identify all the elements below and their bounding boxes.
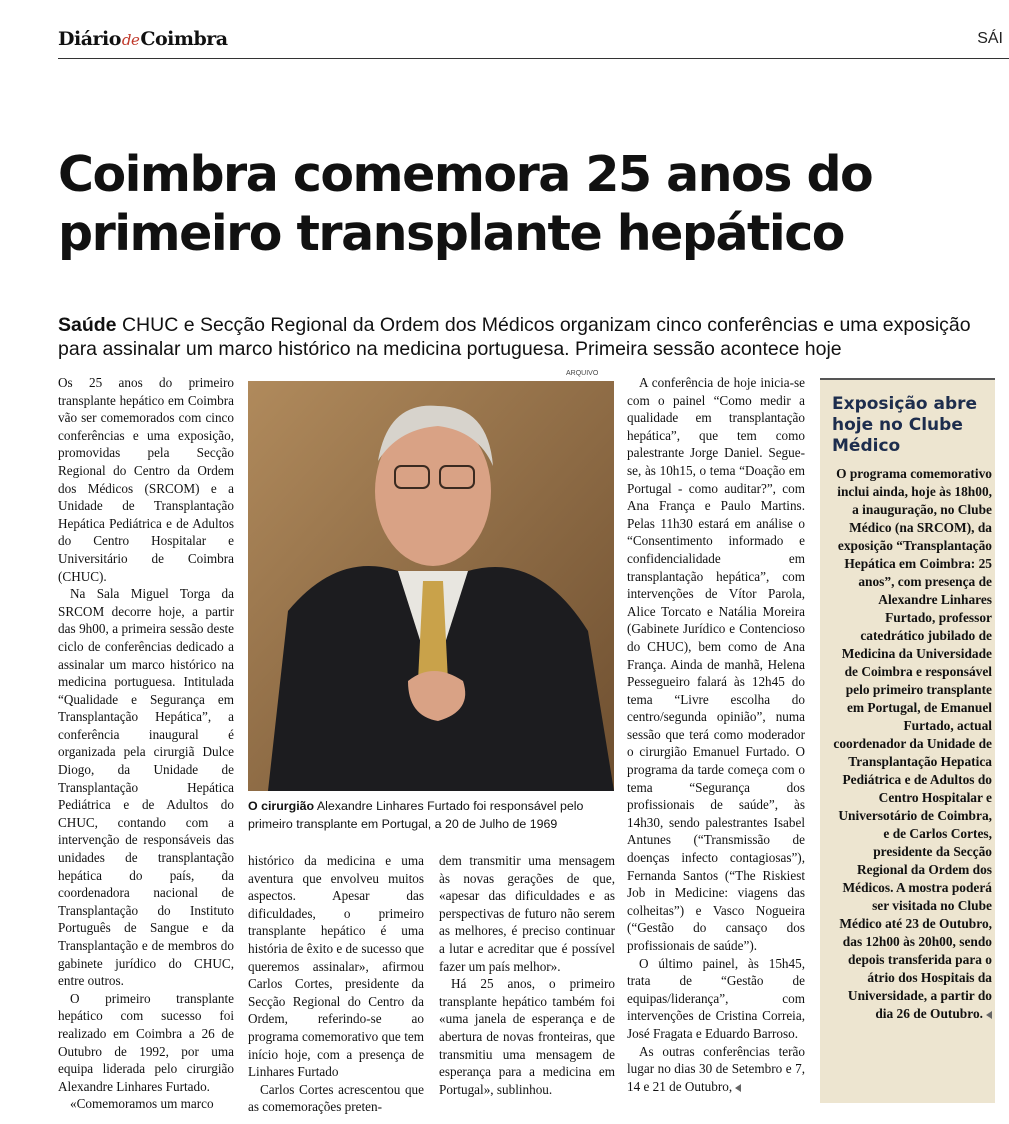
section-label: SÁI xyxy=(977,30,1003,47)
photo-credit: ARQUIVO xyxy=(566,370,599,377)
end-mark-icon xyxy=(986,1011,992,1019)
photo-caption xyxy=(248,797,614,833)
paragraph: As outras conferências terão lugar no dias 30 de Setembro e 7, 14 e 21 de Outubro, xyxy=(627,1043,805,1094)
portrait-illustration xyxy=(248,381,614,791)
paragraph: Na Sala Miguel Torga da SRCOM decorre hoje, a partir das 9h00, a primeira sessão deste ciclo de conferências dedicado a assinalar um marco histórico na medicina portuguesa. Intitulada “Qualidade e Segurança em Transplantação Hepática”, a conferência inaugural é organizada pela cirurgiã Dulce Diogo, da Unidade de Transplantação Hepática Pediátrica e de Adultos do CHUC, contando com a intervenção de responsáveis das unidades de transplantação hepática do país, da coordenadora nacional de Transplantação do Instituto Português de Sangue e da Transplantação e de membros do gabinete jurídico do CHUC, entre outros. xyxy=(58,586,234,989)
column-4 xyxy=(627,374,805,1095)
lede-text: CHUC e Secção Regional da Ordem dos Médicos organizam cinco conferências e uma exposição para assinalar um marco histórico na medicina portuguesa. Primeira sessão acontece hoje xyxy=(58,314,971,360)
sidebar-title: Exposição abre hoje no Clube Médico xyxy=(832,394,978,456)
paragraph: dem transmitir uma mensagem às novas gerações de que, «apesar das dificuldades e as perspectivas de futuro não serem as melhores, é preciso continuar a lutar e acreditar que é possível fazer um país melhor». xyxy=(439,853,615,974)
column-1 xyxy=(58,374,234,1113)
paragraph: A conferência de hoje inicia-se com o painel “Como medir a qualidade em transplantação hepática”, que tem como palestrante Jorge Daniel. Segue-se, às 10h15, o tema “Doação em Portugal - como auditar?”, com Ana França e Paulo Martins. Pelas 11h30 estará em análise o “Consentimento informado e confidencialidade em transplantação hepática”, com intervenções de Vítor Parola, Alice Torcato e Natália Moreira (Gabinete Jurídico e Contencioso do CHUC), bem como de Ana França. Ainda de manhã, Helena Pessegueiro falará às 12h45 do tema “Livre escolha do centro/segunda opinião”, numa sessão que terá como moderador o cirurgião Emanuel Furtado. O programa da tarde começa com o tema “Segurança dos profissionais de saúde”, às 14h30, sendo palestrantes Isabel Antunes (“Transmissão de doenças infecto contagiosas”), Fernanda Santos (“The Riskiest Job in Medicine: viagens das colheitas”) e Vasco Nogueira (“Gestão do cansaço dos profissionais de saúde”). xyxy=(627,375,805,953)
paragraph: Os 25 anos do primeiro transplante hepático em Coimbra vão ser comemorados com cinco conferências e uma exposição, promovidas pela Secção Regional do Centro da Ordem dos Médicos (SRCOM) e a Unidade de Transplantação Hepática Pediátrica e de Adultos do Centro Hospitalar e Universitário de Coimbra (CHUC). xyxy=(58,375,234,584)
paragraph: «Comemoramos um marco xyxy=(70,1096,214,1112)
column-3 xyxy=(439,852,615,1098)
sidebar-body: O programa comemorativo inclui ainda, hoje às 18h00, a inauguração, no Clube Médico (na SRCOM), da exposição “Transplantação Hepática em Coimbra: 25 anos”, com presença de Alexandre Linhares Furtado, professor catedrático jubilado de Medicina da Universidade de Coimbra e responsável pelo primeiro transplante em Portugal, de Emanuel Furtado, actual coordenador da Unidade de Transplantação Hepatica Pediátrica e de Adultos do Centro Hospitalar e Universotário de Coimbra, e de Carlos Cortes, presidente da Secção Regional da Ordem dos Médicos. A mostra poderá ser visitada no Clube Médico até 23 de Outubro, das 12h00 às 20h00, sendo depois transferida para o átrio dos Hospitais da Universidade, a partir do dia 26 de Outubro. xyxy=(833,466,992,1021)
header-rule xyxy=(58,58,1009,59)
column-2 xyxy=(248,852,424,1116)
photo xyxy=(248,381,614,791)
paragraph: O primeiro transplante hepático com sucesso foi realizado em Coimbra a 26 de Outubro de 1992, por uma equipa liderada pelo cirurgião Alexandre Linhares Furtado. xyxy=(58,990,234,1094)
paragraph: histórico da medicina e uma aventura que envolveu muitos aspectos. Apesar das dificuldades, o primeiro transplante hepático é uma história de êxito e de sucesso que queremos assinalar», afirmou Carlos Cortes, presidente da Secção Regional do Centro da Ordem, referindo-se ao programa comemorativo que tem início hoje, com a presença de Linhares Furtado xyxy=(248,853,424,1080)
caption-text: Alexandre Linhares Furtado foi responsável pelo primeiro transplante em Portugal, a 20 de Julho de 1969 xyxy=(248,799,584,831)
sidebar-box xyxy=(820,378,995,1103)
lede xyxy=(58,313,1003,361)
paragraph: Há 25 anos, o primeiro transplante hepático também foi «uma janela de esperança e de abertura de novas fronteiras, que transmitiu uma mensagem de esperança para a medicina em Portugal», sublinhou. xyxy=(439,976,615,1097)
paragraph: Carlos Cortes acrescentou que as comemorações preten- xyxy=(248,1081,424,1115)
masthead: DiáriodeCoimbra xyxy=(58,28,228,50)
headline: Coimbra comemora 25 anos do primeiro transplante hepático xyxy=(58,146,873,262)
end-mark-icon xyxy=(735,1084,741,1092)
caption-kicker: O cirurgião xyxy=(248,799,315,813)
lede-kicker: Saúde xyxy=(58,314,117,336)
paragraph: O último painel, às 15h45, trata de “Gestão de equipas/liderança”, com intervenções de Cristina Correia, José Fragata e Eduardo Barroso. xyxy=(627,955,805,1041)
